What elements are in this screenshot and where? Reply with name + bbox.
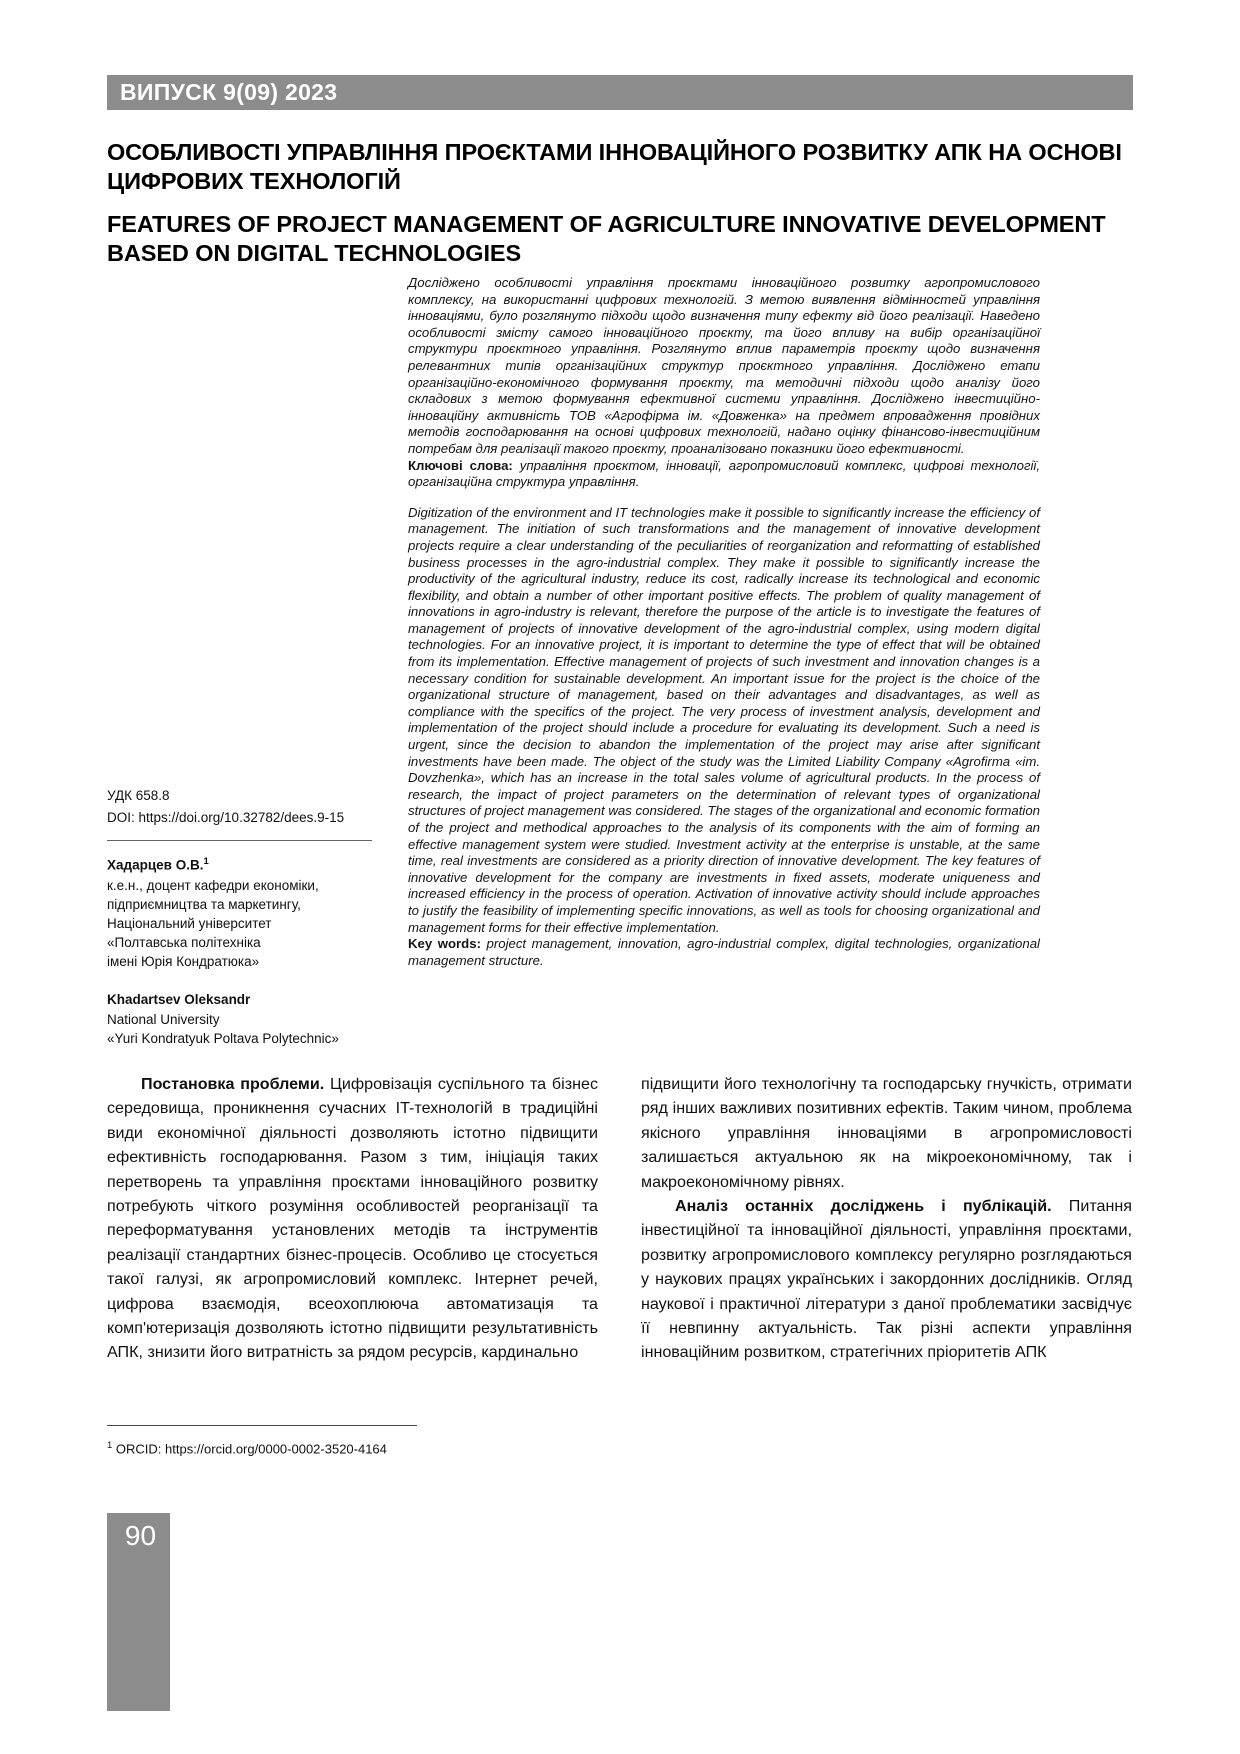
abstract-section <box>408 275 1040 969</box>
footnote-text[interactable]: ORCID: https://orcid.org/0000-0002-3520-4164 <box>112 1441 387 1457</box>
author-affiliation-en-line: National University <box>107 1011 220 1027</box>
body-column-right <box>641 1072 1132 1407</box>
page-title-ukrainian: ОСОБЛИВОСТІ УПРАВЛІННЯ ПРОЄКТАМИ ІННОВАЦІЙНОГО РОЗВИТКУ АПК НА ОСНОВІ ЦИФРОВИХ ТЕХНОЛОГІЙ <box>107 138 1122 194</box>
heading-literature-review: Аналіз останніх досліджень і публікацій. <box>675 1197 1052 1216</box>
footnote-orcid <box>107 1437 807 1458</box>
paragraph-literature-review-text: Питання інвестиційної та інноваційної діяльності, управління проєктами, розвитку агропромислового комплексу регулярно розглядаються у наукових працях українських і закордонних дослідників. Огляд наукової і практичної літератури з даної проблематики засвідчує її невпинну актуальність. Так різні аспекти управління інноваційним розвитком, стратегічних пріоритетів АПК <box>641 1197 1132 1362</box>
keywords-en-label: Key words: <box>408 936 481 952</box>
article-metadata <box>107 786 372 1048</box>
author-name-uk-text: Хадарцев О.В. <box>107 857 204 873</box>
body-column-left <box>107 1072 598 1407</box>
page-number: 90 <box>124 1520 157 1551</box>
page-title-english: FEATURES OF PROJECT MANAGEMENT OF AGRICULTURE INNOVATIVE DEVELOPMENT BASED ON DIGITAL TECHNOLOGIES <box>107 210 1106 266</box>
paragraph-literature-review <box>641 1194 1132 1365</box>
udc-code: УДК 658.8 <box>107 788 170 803</box>
keywords-uk-list: управління проєктом, інновації, агропромисловий комплекс, цифрові технології, організаційна структура управління. <box>408 457 1040 490</box>
keywords-ukrainian <box>408 458 1040 491</box>
metadata-divider <box>107 840 372 841</box>
author-affiliation-en-line: «Yuri Kondratyuk Poltava Polytechnic» <box>107 1030 339 1046</box>
abstract-spacer <box>408 491 1040 505</box>
doi-link[interactable]: DOI: https://doi.org/10.32782/dees.9-15 <box>107 810 345 825</box>
author-affiliation-uk-line: к.е.н., доцент кафедри економіки, <box>107 877 319 893</box>
author-affiliation-uk-line: Національний університет <box>107 915 272 931</box>
issue-banner <box>107 75 1133 110</box>
author-footnote-marker: 1 <box>203 856 209 867</box>
body-columns <box>107 1072 1133 1407</box>
heading-problem-statement: Постановка проблеми. <box>141 1075 325 1093</box>
footnote-divider <box>107 1425 417 1426</box>
keywords-english <box>408 936 1040 969</box>
keywords-uk-label: Ключові слова: <box>408 457 513 473</box>
author-affiliation-uk-line: «Полтавська політехніка <box>107 934 261 950</box>
paragraph-problem-continued: підвищити його технологічну та господарську гнучкість, отримати ряд інших важливих позитивних ефектів. Таким чином, проблема якісного управління інноваціями в агропромисловості залишається актуальною як на мікроекономічному, так і макроекономічному рівнях. <box>641 1075 1132 1191</box>
author-name-english: Khadartsev Oleksandr <box>107 991 251 1007</box>
keywords-en-list: project management, innovation, agro-industrial complex, digital technologies, organizational management structure. <box>408 936 1040 968</box>
author-affiliation-uk-line: підприємництва та маркетингу, <box>107 896 301 912</box>
author-name-ukrainian <box>107 852 372 875</box>
footnote-marker: 1 <box>107 1440 113 1451</box>
author-affiliation-uk-line: імені Юрія Кондратюка» <box>107 953 260 969</box>
metadata-spacer <box>107 971 372 990</box>
issue-banner-label: ВИПУСК 9(09) 2023 <box>120 79 338 105</box>
abstract-english: Digitization of the environment and IT technologies make it possible to significantly increase the efficiency of management. The initiation of such transformations and the management of innovative development projects require a clear understanding of the peculiarities of reorganization and reformatting of established business processes in the agro-industrial complex. They make it possible to significantly increase the productivity of the agricultural industry, reduce its cost, radically increase its technological and economic flexibility, and obtain a number of other important positive effects. The problem of quality management of innovations in agro-industry is relevant, therefore the purpose of the article is to investigate the features of management of projects of innovative development of the agro-industrial complex, using modern digital technologies. For an innovative project, it is important to determine the type of effect that will be obtained from its implementation. Effective management of projects of such investment and innovation changes is a necessary condition for sustainable development. An important issue for the project is the choice of the organizational structure of management, based on their advantages and disadvantages, as well as compliance with the specifics of the project. The very process of investment analysis, development and implementation of the project should include a procedure for evaluating its development. Such a need is urgent, since the decision to abandon the implementation of the project may arise after significant investments have been made. The object of the study was the Limited Liability Company «Agrofirma «im. Dovzhenka», which has an increase in the total sales volume of agricultural products. In the process of research, the impact of project parameters on the determination of relevant types of organizational structures of project management was considered. The stages of the organizational and economic formation of the project and methodical approaches to the analysis of its components with the aim of forming an effective management system were studied. Investment activity at the enterprise is unstable, at the same time, real investments are considered as a priority direction of innovative development. The key features of innovative development for the company are investments in fixed assets, moderate uniqueness and increased efficiency in the process of operation. Activation of innovative activity should include approaches to justify the feasibility of implementing specific innovations, as well as tools for choosing organizational and management forms for their effective implementation. <box>408 504 1040 935</box>
paragraph-problem-statement-text: Цифровізація суспільного та бізнес середовища, проникнення сучасних IT-технологій в традиційні види економічної діяльності дозволяють істотно підвищити ефективність господарювання. Разом з тим, ініціація таких перетворень та управління проєктами інноваційного розвитку потребують чіткого розуміння особливостей реорганізації та переформатування установлених методів та інструментів реалізації стандартних бізнес-процесів. Особливо це стосується такої галузі, як агропромисловий комплекс. Інтернет речей, цифрова взаємодія, всеохоплююча автоматизація та комп'ютеризація дозволяють істотно підвищити результативність АПК, знизити його витратність за рядом ресурсів, кардинально <box>107 1075 598 1362</box>
paragraph-problem-statement <box>107 1072 598 1365</box>
abstract-ukrainian: Досліджено особливості управління проєктами інноваційного розвитку агропромислового комплексу, на використанні цифрових технологій. З метою виявлення відмінностей управління інноваціями, було розглянуто підходи щодо визначення типу ефекту від його реалізації. Наведено особливості змісту самого інноваційного проєкту, та його впливу на вибір організаційної структури проєктного управління. Розглянуто вплив параметрів проєкту щодо визначення релевантних типів організаційних структур проєктного управління. Досліджено етапи організаційно-економічного формування проєкту, та методичні підходи щодо аналізу його складових з метою формування ефективної системи управління. Досліджено інвестиційно-інноваційну активність ТОВ «Агрофірма ім. «Довженка» на предмет впровадження провідних методів господарювання на основі цифрових технологій, надано оцінку фінансово-інвестиційним потребам для реалізації такого проєкту, проаналізовано показники його ефективності. <box>408 275 1040 456</box>
